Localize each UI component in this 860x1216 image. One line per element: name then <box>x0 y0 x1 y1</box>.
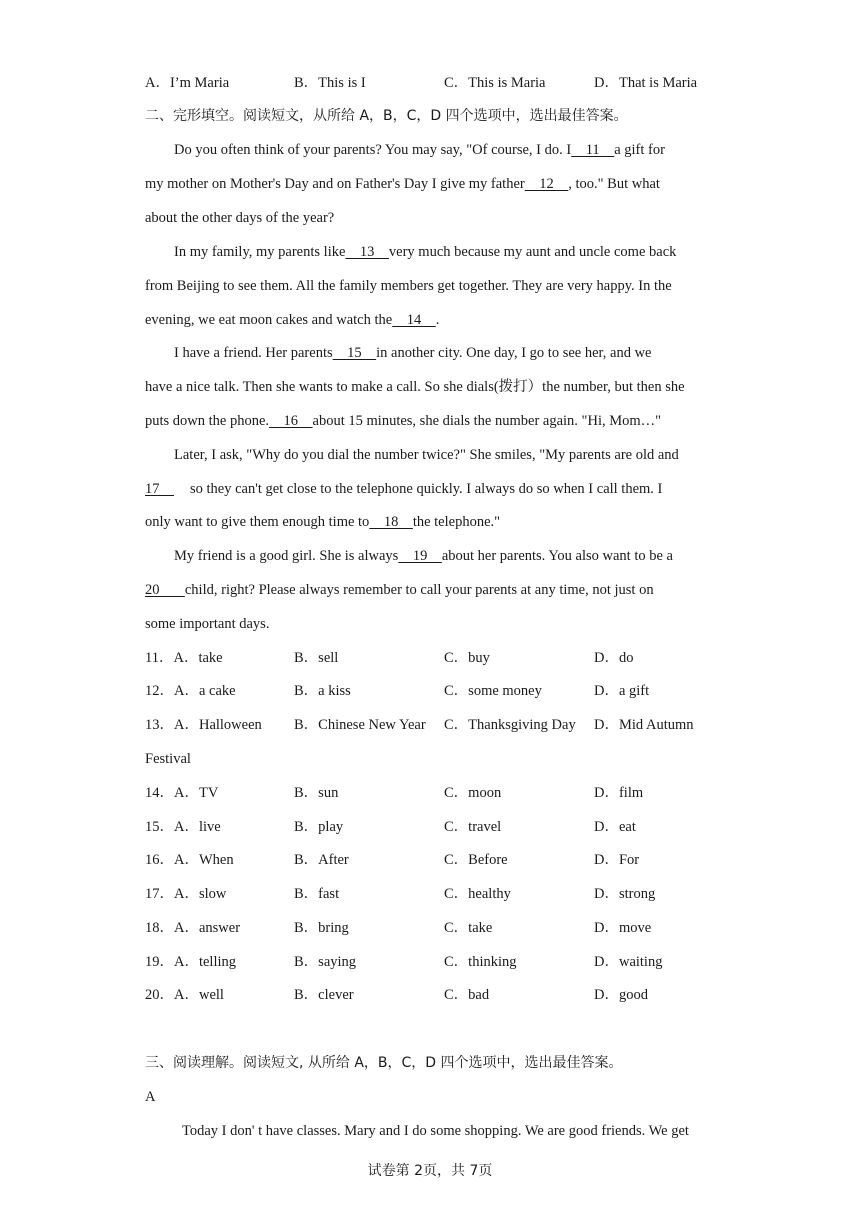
blank-16: 16 <box>269 413 313 429</box>
option-text: A．answer <box>174 920 241 936</box>
passage-line: about the other days of the year? <box>145 210 335 226</box>
passage-line <box>174 546 718 566</box>
question-option-c: C．Thanksgiving Day <box>444 717 576 733</box>
question-option-d: D．waiting <box>594 954 663 970</box>
question-option-b: B．bring <box>294 920 349 936</box>
option-text: A．a cake <box>174 683 236 699</box>
question-wrap-text: Festival <box>145 751 191 767</box>
option-text: A．telling <box>174 954 237 970</box>
passage-text: . <box>435 312 440 328</box>
passage-text: my mother on Mother's Day and on Father's Day I give my father <box>145 176 525 192</box>
section2-heading: 二、完形填空。阅读短文，从所给 A，B，C，D 四个选项中，选出最佳答案。 <box>145 108 628 124</box>
section3-passage-line: Today I don' t have classes. Mary and I do some shopping. We are good friends. We get <box>182 1123 689 1139</box>
question-number: 18． <box>145 920 174 936</box>
question-option-a <box>145 985 224 1005</box>
question-option-a <box>145 918 240 938</box>
question-number: 16． <box>145 852 174 868</box>
question-row <box>145 681 718 701</box>
passage-line <box>174 242 718 262</box>
passage-line: have a nice talk. Then she wants to make a call. So she dials(拨打）the number, but then she <box>145 379 685 395</box>
question-number: 17． <box>145 886 174 902</box>
question-row <box>145 952 718 972</box>
question-option-c: C．bad <box>444 987 490 1003</box>
question-row <box>145 918 718 938</box>
question-option-c: C．thinking <box>444 954 517 970</box>
passage-text: , too." But what <box>568 176 660 192</box>
passage-text: only want to give them enough time to <box>145 514 370 530</box>
passage-text: in another city. One day, I go to see her, and we <box>376 345 652 361</box>
passage-line <box>174 140 718 160</box>
passage-text: In my family, my parents like <box>174 244 346 260</box>
question-option-d: D．strong <box>594 886 656 902</box>
question-option-a <box>145 952 236 972</box>
blank-18: 18 <box>369 514 413 530</box>
passage-line <box>145 174 718 194</box>
question-row <box>145 817 718 837</box>
option-text: A．well <box>174 987 224 1003</box>
question-number: 14． <box>145 785 174 801</box>
page-footer: 试卷第 2页，共 7页 <box>367 1163 493 1179</box>
question-option-c: C．buy <box>444 650 490 666</box>
q10-option-d: D．That is Maria <box>594 75 698 91</box>
passage-text: My friend is a good girl. She is always <box>174 548 399 564</box>
passage-text: puts down the phone. <box>145 413 270 429</box>
question-row <box>145 850 718 870</box>
passage-text: child, right? Please always remember to call your parents at any time, not just on <box>184 582 654 598</box>
question-row <box>145 985 718 1005</box>
option-text: A．slow <box>174 886 227 902</box>
question-option-c: C．travel <box>444 819 502 835</box>
q10-option-c: C．This is Maria <box>444 75 546 91</box>
option-text: A．live <box>174 819 221 835</box>
question-row <box>145 783 718 803</box>
blank-13: 13 <box>345 244 389 260</box>
question-row <box>145 884 718 904</box>
question-option-a <box>145 648 223 668</box>
question-option-d: D．move <box>594 920 652 936</box>
passage-line <box>145 580 718 600</box>
passage-line <box>174 343 718 363</box>
blank-12: 12 <box>524 176 569 192</box>
passage-text: about her parents. You also want to be a <box>441 548 673 564</box>
question-option-a <box>145 715 262 735</box>
passage-line: some important days. <box>145 616 270 632</box>
question-option-d: D．film <box>594 785 644 801</box>
passage-text: I have a friend. Her parents <box>174 345 333 361</box>
blank-15: 15 <box>332 345 377 361</box>
passage-line: Later, I ask, "Why do you dial the number twice?" She smiles, "My parents are old and <box>174 447 679 463</box>
question-option-a <box>145 850 234 870</box>
passage-line: from Beijing to see them. All the family members get together. They are very happy. In the <box>145 278 672 294</box>
passage-line <box>145 512 718 532</box>
question-number: 19． <box>145 954 174 970</box>
question-option-d: D．For <box>594 852 640 868</box>
question-number: 11． <box>145 650 174 666</box>
passage-text: very much because my aunt and uncle come back <box>388 244 677 260</box>
section3-heading: 三、阅读理解。阅读短文, 从所给 A，B，C，D 四个选项中，选出最佳答案。 <box>145 1055 623 1071</box>
passage-line <box>145 310 718 330</box>
question-number: 20． <box>145 987 174 1003</box>
question-option-a <box>145 817 221 837</box>
question-option-c: C．some money <box>444 683 542 699</box>
q10-option-a: A．I’m Maria <box>145 75 230 91</box>
passage-text: the telephone." <box>412 514 501 530</box>
blank-14: 14 <box>392 312 436 328</box>
blank-17: 17 <box>145 481 174 497</box>
question-option-b: B．fast <box>294 886 340 902</box>
question-option-c: C．moon <box>444 785 502 801</box>
question-option-a <box>145 884 226 904</box>
blank-11: 11 <box>571 142 615 158</box>
q10-option-b: B．This is I <box>294 75 366 91</box>
question-option-d: D．good <box>594 987 648 1003</box>
question-option-c: C．take <box>444 920 493 936</box>
question-option-b: B．After <box>294 852 349 868</box>
passage-text: evening, we eat moon cakes and watch the <box>145 312 393 328</box>
passage-line <box>145 479 718 499</box>
question-option-a <box>145 681 236 701</box>
question-option-b: B．saying <box>294 954 357 970</box>
question-option-b: B．a kiss <box>294 683 351 699</box>
option-text: A．When <box>174 852 234 868</box>
passage-text: a gift for <box>614 142 665 158</box>
question-option-c: C．Before <box>444 852 508 868</box>
blank-20: 20 <box>145 582 185 598</box>
option-text: A．Halloween <box>174 717 262 733</box>
question-option-a <box>145 783 218 803</box>
question-option-d: D．eat <box>594 819 636 835</box>
question-option-b: B．sell <box>294 650 339 666</box>
q10-options <box>145 73 718 93</box>
question-number: 15． <box>145 819 174 835</box>
question-option-c: C．healthy <box>444 886 511 902</box>
passage-text: Do you often think of your parents? You may say, "Of course, I do. I <box>174 142 572 158</box>
passage-line <box>145 411 718 431</box>
question-row <box>145 648 718 668</box>
option-text: A．take <box>173 650 223 666</box>
question-row <box>145 715 718 735</box>
question-option-b: B．play <box>294 819 344 835</box>
question-number: 12． <box>145 683 174 699</box>
option-text: A．TV <box>174 785 219 801</box>
section3-part-label: A <box>145 1089 156 1105</box>
passage-text: about 15 minutes, she dials the number again. "Hi, Mom…" <box>312 413 662 429</box>
question-option-b: B．Chinese New Year <box>294 717 426 733</box>
question-option-b: B．sun <box>294 785 339 801</box>
question-option-d: D．do <box>594 650 634 666</box>
question-number: 13． <box>145 717 174 733</box>
question-option-d: D．Mid Autumn <box>594 717 694 733</box>
blank-19: 19 <box>398 548 442 564</box>
question-option-b: B．clever <box>294 987 354 1003</box>
question-option-d: D．a gift <box>594 683 650 699</box>
passage-text: so they can't get close to the telephone quickly. I always do so when I call them. I <box>190 481 663 497</box>
